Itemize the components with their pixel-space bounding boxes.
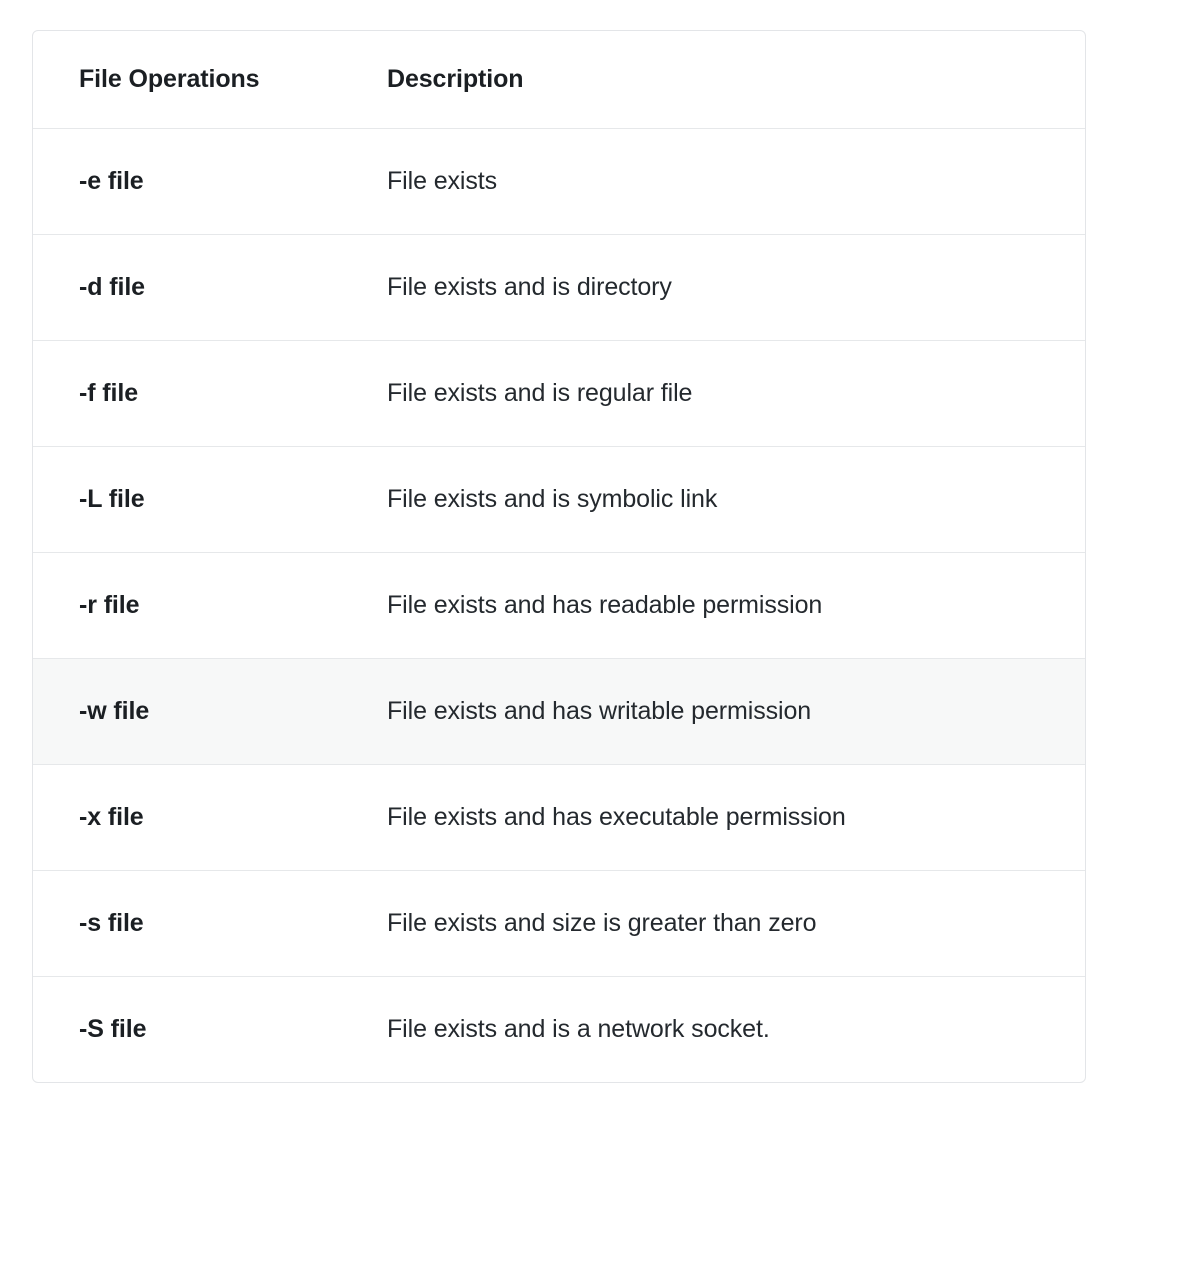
table-header (33, 31, 1085, 129)
cell-operation: -L file (33, 447, 355, 553)
cell-description: File exists and has readable permission (355, 553, 1085, 659)
table-row (33, 659, 1085, 765)
table-row (33, 235, 1085, 341)
table-body (33, 129, 1085, 1083)
cell-operation: -S file (79, 1015, 147, 1043)
file-operations-table-container (32, 30, 1086, 1083)
cell-operation: -e file (33, 129, 355, 235)
table-row (33, 341, 1085, 447)
cell-description: File exists and has executable permission (355, 765, 1085, 871)
cell-operation: -s file (33, 871, 355, 977)
cell-operation: -r file (33, 553, 355, 659)
cell-description: File exists and is directory (355, 235, 1085, 341)
column-header-description: Description (355, 31, 1085, 129)
cell-description: File exists (355, 129, 1085, 235)
cell-operation: -x file (33, 765, 355, 871)
table-header-row (33, 31, 1085, 129)
cell-description: File exists and has writable permission (355, 659, 1085, 765)
cell-description: File exists and size is greater than zero (355, 871, 1085, 977)
table-row (33, 871, 1085, 977)
cell-description: File exists and is regular file (355, 341, 1085, 447)
column-header-file-operations: File Operations (33, 31, 355, 129)
cell-operation: -d file (33, 235, 355, 341)
table-row (33, 447, 1085, 553)
table-row (33, 765, 1085, 871)
table-row (33, 553, 1085, 659)
cell-description: File exists and is a network socket. (387, 1015, 770, 1043)
table-row (33, 977, 1085, 1083)
cell-description: File exists and is symbolic link (355, 447, 1085, 553)
file-operations-table (33, 31, 1085, 1082)
cell-operation: -w file (33, 659, 355, 765)
table-row (33, 129, 1085, 235)
cell-operation: -f file (33, 341, 355, 447)
